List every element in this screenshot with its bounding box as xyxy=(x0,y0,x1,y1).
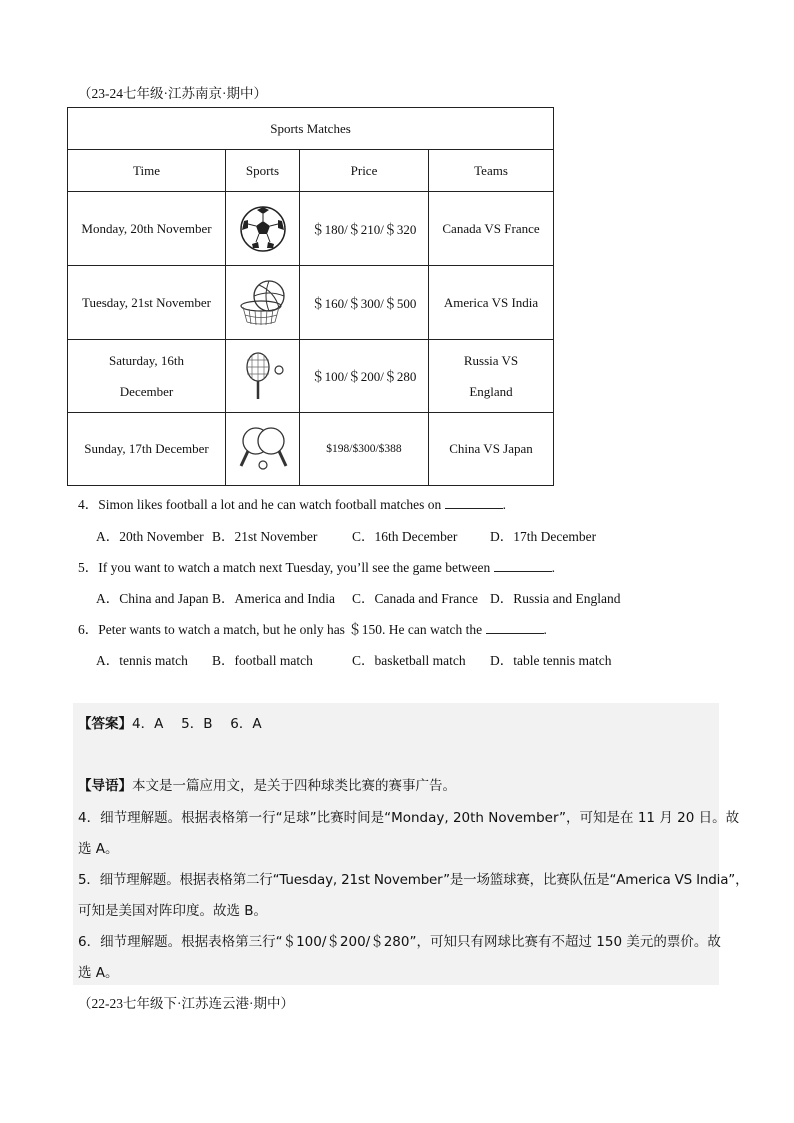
answer-text: 4．A 5．B 6．A xyxy=(132,716,262,732)
teams-cell: China VS Japan xyxy=(429,413,554,486)
question-stem: 6．Peter wants to watch a match, but he only has ＄150. He can watch the xyxy=(78,622,486,637)
price-cell: ＄160/＄300/＄500 xyxy=(300,266,429,340)
option-d: D．Russia and England xyxy=(490,591,621,606)
option-a: A．20th November xyxy=(96,529,204,544)
question-5 xyxy=(78,556,555,576)
option-c: C．basketball match xyxy=(352,653,466,668)
option-a: A．China and Japan xyxy=(96,591,209,606)
explanation-6-cont: 选 A。 xyxy=(78,965,119,981)
explanation-4: 4．细节理解题。根据表格第一行“足球”比赛时间是“Monday, 20th November”，可知是在 11 月 20 日。故 xyxy=(78,810,740,826)
header-teams: Teams xyxy=(429,150,554,192)
question-4 xyxy=(78,493,506,513)
option-a: A．tennis match xyxy=(96,653,188,668)
time-cell: Tuesday, 21st November xyxy=(68,266,226,340)
teams-line: England xyxy=(469,384,513,399)
answer-blank xyxy=(494,559,552,572)
explanation-5: 5．细节理解题。根据表格第二行“Tuesday, 21st November”是一场篮球赛，比赛队伍是“America VS India”， xyxy=(78,872,749,888)
answer-blank xyxy=(445,496,503,509)
tennis-racket-icon xyxy=(226,340,300,413)
option-c: C．16th December xyxy=(352,529,458,544)
source-label: （23-24七年级·江苏南京·期中） xyxy=(78,86,267,101)
answer-label: 【答案】 xyxy=(78,716,132,732)
table-title: Sports Matches xyxy=(68,108,554,150)
explanation-4-cont: 选 A。 xyxy=(78,841,119,857)
price-cell: ＄100/＄200/＄280 xyxy=(300,340,429,413)
answer-line xyxy=(78,712,262,732)
time-line: Saturday, 16th xyxy=(109,353,184,368)
option-b: B．21st November xyxy=(212,529,318,544)
teams-line: Russia VS xyxy=(463,353,519,368)
time-line: December xyxy=(119,384,174,399)
option-b: B．football match xyxy=(212,653,313,668)
header-time: Time xyxy=(68,150,226,192)
table-row xyxy=(68,340,554,413)
time-cell: Monday, 20th November xyxy=(68,192,226,266)
question-end: . xyxy=(543,622,547,637)
price-cell: $198/$300/$388 xyxy=(300,413,429,486)
teams-cell: America VS India xyxy=(429,266,554,340)
source-label: （22-23七年级下·江苏连云港·期中） xyxy=(78,996,294,1011)
sports-matches-table xyxy=(67,107,554,486)
guide-line xyxy=(78,774,456,794)
table-row xyxy=(68,266,554,340)
teams-cell: Canada VS France xyxy=(429,192,554,266)
question-stem: 5．If you want to watch a match next Tuesday, you’ll see the game between xyxy=(78,560,494,575)
header-price: Price xyxy=(300,150,429,192)
explanation-6: 6．细节理解题。根据表格第三行“＄100/＄200/＄280”，可知只有网球比赛有不超过 150 美元的票价。故 xyxy=(78,934,721,950)
price-cell: ＄180/＄210/＄320 xyxy=(300,192,429,266)
option-d: D．table tennis match xyxy=(490,653,612,668)
option-d: D．17th December xyxy=(490,529,597,544)
table-row xyxy=(68,192,554,266)
question-end: . xyxy=(551,560,556,575)
table-row xyxy=(68,413,554,486)
soccer-ball-icon xyxy=(226,192,300,266)
basketball-hoop-icon xyxy=(226,266,300,340)
answer-blank xyxy=(486,621,544,634)
option-b: B．America and India xyxy=(212,591,335,606)
teams-cell xyxy=(429,340,554,413)
question-stem: 4．Simon likes football a lot and he can watch football matches on xyxy=(78,497,445,512)
guide-label: 【导语】 xyxy=(78,778,132,794)
question-6 xyxy=(78,618,547,638)
option-c: C．Canada and France xyxy=(352,591,478,606)
explanation-5-cont: 可知是美国对阵印度。故选 B。 xyxy=(78,903,268,919)
time-cell xyxy=(68,340,226,413)
table-tennis-icon xyxy=(226,413,300,486)
time-cell: Sunday, 17th December xyxy=(68,413,226,486)
guide-text: 本文是一篇应用文，是关于四种球类比赛的赛事广告。 xyxy=(132,778,456,794)
header-sports: Sports xyxy=(226,150,300,192)
question-end: . xyxy=(502,497,507,512)
